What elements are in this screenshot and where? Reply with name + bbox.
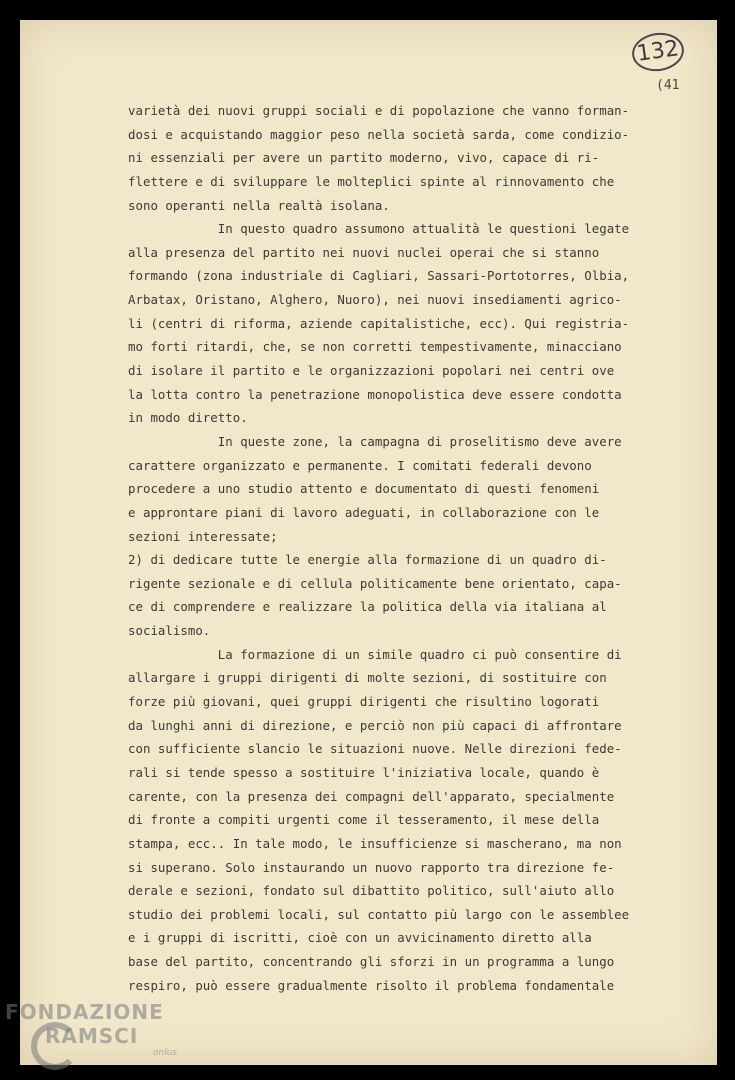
text-line: Arbatax, Oristano, Alghero, Nuoro), nei nuovi insediamenti agrico- (128, 292, 622, 308)
typewritten-text (128, 99, 688, 997)
text-line: li (centri di riforma, aziende capitalistiche, ecc). Qui registria- (128, 315, 630, 331)
text-line: in modo diretto. (128, 410, 248, 426)
text-line: formando (zona industriale di Cagliari, Sassari-Portotorres, Olbia, (128, 268, 630, 284)
text-line: ni essenziali per avere un partito moderno, vivo, capace di ri- (128, 150, 600, 166)
text-line: di fronte a compiti urgenti come il tesseramento, il mese della (128, 812, 600, 828)
text-line: respiro, può essere gradualmente risolto il problema fondamentale (128, 977, 615, 993)
text-line: da lunghi anni di direzione, e perciò non più capaci di affrontare (128, 717, 622, 733)
text-line: ce di comprendere e realizzare la politica della via italiana al (128, 599, 607, 615)
text-line: rigente sezionale e di cellula politicamente bene orientato, capa- (128, 575, 622, 591)
watermark-line-1: FONDAZIONE (5, 1000, 164, 1024)
text-line: In queste zone, la campagna di proselitismo deve avere (128, 433, 622, 449)
page-number: (41 (656, 78, 680, 93)
text-line: In questo quadro assumono attualità le questioni legate (128, 221, 630, 237)
text-line: carattere organizzato e permanente. I comitati federali devono (128, 457, 592, 473)
text-line: alla presenza del partito nei nuovi nuclei operai che si stanno (128, 244, 600, 260)
text-line: varietà dei nuovi gruppi sociali e di popolazione che vanno forman- (128, 103, 630, 118)
text-line: si superano. Solo instaurando un nuovo rapporto tra direzione fe- (128, 859, 615, 875)
text-line: carente, con la presenza dei compagni dell'apparato, specialmente (128, 788, 615, 804)
text-line: e approntare piani di lavoro adeguati, in collaborazione con le (128, 504, 600, 520)
text-line: studio dei problemi locali, sul contatto più largo con le assemblee (128, 906, 630, 922)
fondazione-gramsci-watermark (5, 1000, 178, 1058)
watermark-line-2: RAMSCI (45, 1024, 139, 1048)
text-line: sono operanti nella realtà isolana. (128, 197, 390, 213)
text-line: con sufficiente slancio le situazioni nuove. Nelle direzioni fede- (128, 741, 622, 757)
text-line: 2) di dedicare tutte le energie alla formazione di un quadro di- (128, 552, 607, 568)
text-line: La formazione di un simile quadro ci può consentire di (128, 646, 622, 662)
text-line: flettere e di sviluppare le molteplici spinte al rinnovamento che (128, 173, 615, 189)
text-line: forze più giovani, quei gruppi dirigenti che risultino logorati (128, 694, 600, 710)
text-line: rali si tende spesso a sostituire l'iniziativa locale, quando è (128, 764, 600, 780)
text-line: sezioni interessate; (128, 528, 278, 544)
text-line: socialismo. (128, 623, 211, 639)
text-line: di isolare il partito e le organizzazioni popolari nei centri ove (128, 363, 615, 379)
text-line: stampa, ecc.. In tale modo, le insufficienze si mascherano, ma non (128, 835, 622, 851)
text-line: e i gruppi di iscritti, cioè con un avvicinamento diretto alla (128, 930, 592, 946)
text-line: la lotta contro la penetrazione monopolistica deve essere condotta (128, 386, 622, 402)
watermark-onlus: onlus (153, 1048, 178, 1058)
text-line: procedere a uno studio attento e documentato di questi fenomeni (128, 481, 600, 497)
text-line: derale e sezioni, fondato sul dibattito politico, sull'aiuto allo (128, 883, 615, 899)
text-line: mo forti ritardi, che, se non corretti tempestivamente, minacciano (128, 339, 622, 355)
document-page (20, 20, 717, 1065)
text-line: allargare i gruppi dirigenti di molte sezioni, di sostituire con (128, 670, 607, 686)
watermark-g-logo-icon (31, 1022, 79, 1070)
folio-number-stamp: 132 (630, 30, 687, 75)
text-line: dosi e acquistando maggior peso nella società sarda, come condizio- (128, 126, 630, 142)
text-line: base del partito, concentrando gli sforzi in un programma a lungo (128, 954, 615, 970)
